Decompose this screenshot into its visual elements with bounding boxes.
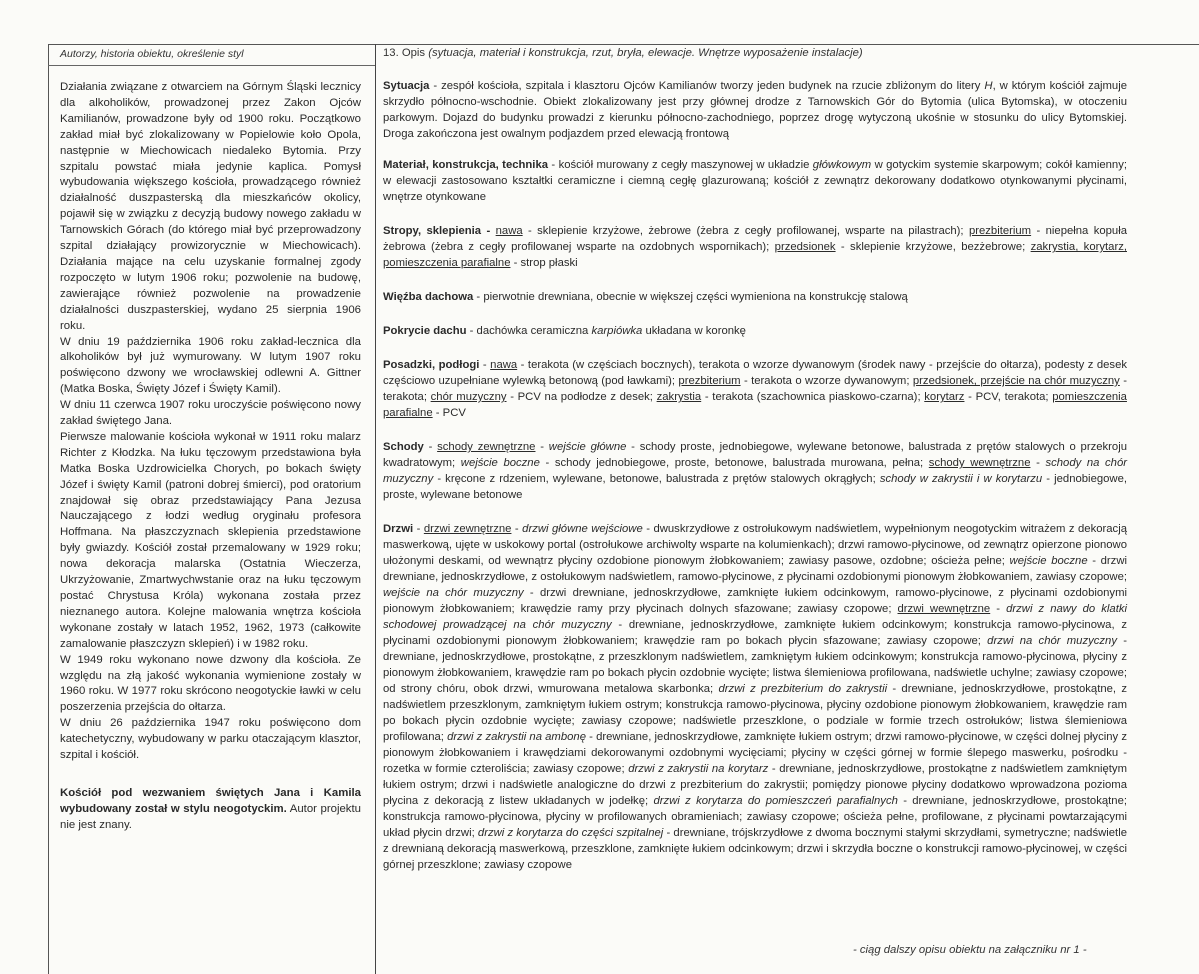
left-heading-rule <box>48 65 375 66</box>
text: - terakota o wzorze dywanowym; <box>740 375 913 387</box>
text: - pierwotnie drewniana, obecnie w większej części wymieniona na konstrukcję stalową <box>473 291 908 303</box>
text-italic: drzwi z korytarza do pomieszczeń parafialnych <box>653 795 898 807</box>
history-paragraph-6: W dniu 26 października 1947 roku poświęcono dom katechetyczny, wybudowany w parku otaczającym klasztor, szpital i kościół. <box>60 717 361 762</box>
text-italic: drzwi z korytarza do części szpitalnej <box>477 827 664 839</box>
right-column-description <box>383 78 1127 888</box>
label-schody: Schody <box>383 441 424 453</box>
text-italic: wejście boczne <box>1009 555 1088 567</box>
label-drzwi: Drzwi <box>383 523 414 535</box>
term-underlined: prezbiterium <box>968 225 1032 237</box>
text: w gotyckim systemie skarpowym; cokół kamienny; w elewacji zastosowano kształtki ceramiczne i ciemną cegłę glazurowaną; kościół z zewnątrz dekorowany dodatkowo otynkowanymi płycinami, wnętrze otynkowane <box>383 159 1127 203</box>
text: - drewniane, jednoskrzydłowe, prostokątne, z nadświetlem przeszklonym, zamkniętym łukiem ostrym; konstrukcja ramowo-płycinowa, płyciny ozdobione pionowym żłobkowaniem, krawędzie ram po bokach płycin ozdobnie wycięte; zawiasy czopowe; nadświetle przeszklone, o podziale w formie trzech ostrołuków; listwa ślemieniowa profilowana; <box>383 683 1127 743</box>
text: - <box>511 523 523 535</box>
text-italic: drzwi z zakrystii na korytarz <box>628 763 769 775</box>
text: - <box>535 441 549 453</box>
history-paragraph-5: W 1949 roku wykonano nowe dzwony dla kościoła. Ze względu na złą jakość wykonania wymienione zostały w 1960 roku. W 1977 roku skrócono neogotyckie ławki w celu poszerzenia przejścia do ołtarza. <box>60 653 361 714</box>
term-underlined: drzwi zewnętrzne <box>423 523 512 535</box>
text: , w którym kościół zajmuje skrzydło północno-wschodnie. Obiekt zlokalizowany jest przy głównej drodze z Tarnowskich Gór do Bytomia (ulica Bytomska), w otoczeniu parkowym. Dojazd do budynku prowadzi z kierunku północno-zachodniego, poprzez drogę wytyczoną ukośnie w stosunku do ulicy Bytomskiej. Droga zakończona jest owalnym podjazdem przed elewacją frontową <box>383 80 1128 140</box>
text: - drewniane, jednoskrzydłowe, prostokątne z nadświetlem zamkniętym łukiem ostrym; drzwi i nadświetle analogiczne do drzwi z prezbiterium do zakrystii; pomiędzy pionowe płyciny dodatkowo wprowadzona pozioma płycina z dekoracją z listew układanych w jodełkę; <box>383 763 1127 807</box>
left-column-heading: Autorzy, historia obiektu, określenie styl <box>60 48 244 60</box>
term-underlined: prezbiterium <box>678 375 741 387</box>
text: - <box>990 603 1007 615</box>
text: - drzwi drewniane, jednoskrzydłowe, zamknięte łukiem odcinkowym, ramowo-płycinowe, z płycinami ozdobionymi pionowym żłobkowaniem; krawędzie ramy przy płycinach dolnych sfazowane; zawiasy czopowe; <box>383 587 1127 615</box>
right-column-heading <box>383 47 1183 59</box>
text: - schody proste, jednobiegowe, wylewane betonowe, balustrada z prętów stalowych o przekroju kwadratowym; <box>383 441 1128 469</box>
text: układana w koronkę <box>642 325 746 337</box>
text: - drzwi drewniane, jednoskrzydłowe, z ostołukowym nadświetlem, ramowo-płycinowe, z płycinami ozdobionymi pionowym żłobkowaniem, zawiasy czopowe; <box>383 555 1127 583</box>
text-italic: H <box>984 80 993 92</box>
text: - terakota; <box>383 375 1127 403</box>
text: - drewniane, jednoskrzydłowe, prostokątne; konstrukcja ramowo-płycinowa, płyciny w profilowanych obramieniach; zawiasy czopowe; ościeża pełne, profilowane, z płycinami powtarzającymi układ płycin drzwi; <box>383 795 1127 839</box>
history-paragraph-2: W dniu 19 października 1906 roku zakład-lecznica dla alkoholików był już wymurowany. W lutym 1907 roku poświęcono dzwony we wrocławskiej odlewni A. Gittner (Matka Boska, Święty Józef i Święty Kamil). <box>60 335 361 396</box>
label-sytuacja: Sytuacja <box>383 80 430 92</box>
term-underlined: schody zewnętrzne <box>437 441 536 453</box>
text-italic: schody w zakrystii i w korytarzu <box>879 473 1043 485</box>
section-drzwi: Drzwi - drzwi zewnętrzne - drzwi główne wejściowe - dwuskrzydłowe z ostrołukowym nadświetlem, wypełnionym neogotyckim witrażem z dekoracją maswerkową, ujęte w uskokowy portal (ostrołukowe archiwolty wsparte na kolumienkach); drzwi ramowo-płycinowe, od zewnątrz opierzone pionowo ułożonymi deskami, od wewnątrz płyciny ozdobione pionowym żłobkowaniem; zawiasy pasowe, ozdobne; ościeża pełne; wejście boczne - drzwi drewniane, jednoskrzydłowe, z ostołukowym nadświetlem, ramowo-płycinowe, z płycinami ozdobionymi pionowym żłobkowaniem, zawiasy czopowe; wejście na chór muzyczny - drzwi drewniane, jednoskrzydłowe, zamknięte łukiem odcinkowym, ramowo-płycinowe, z płycinami ozdobionymi pionowym żłobkowaniem; krawędzie ramy przy płycinach dolnych sfazowane; zawiasy czopowe; drzwi wewnętrzne - drzwi z nawy do klatki schodowej prowadzącej na chór muzyczny - drewniane, jednoskrzydłowe, zamknięte łukiem odcinkowym; konstrukcja ramowo-płycinowa, z płycinami ozdobionymi pionowym żłobkowaniem; krawędzie ram po bokach płycin sfazowane; zawiasy czopowe; drzwi na chór muzyczny - drewniane, jednoskrzydłowe, prostokątne, z przeszklonym nadświetlem, zamkniętym łukiem odcinkowym; konstrukcja ramowo-płycinowa, płyciny z pionowym żłobkowaniem, krawędzie ram po bokach płycin ozdobnie wycięte; listwa ślemieniowa profilowana, nadświetle uchylne; zawiasy czopowe; od strony chóru, obok drzwi, wmurowana metalowa skarbonka; drzwi z prezbiterium do zakrystii - drewniane, jednoskrzydłowe, prostokątne, z nadświetlem przeszklonym, zamkniętym łukiem ostrym; konstrukcja ramowo-płycinowa, płyciny ozdobione pionowym żłobkowaniem, krawędzie ram po bokach płycin ozdobnie wycięte; zawiasy czopowe; nadświetle przeszklone, o podziale w formie trzech ostrołuków; listwa ślemieniowa profilowana; drzwi z zakrystii na ambonę - drewniane, jednoskrzydłowe, zamknięte łukiem ostrym; drzwi ramowo-płycinowe, w części dolnej płyciny z pionowym żłobkowaniem i krawędziami dekorowanymi ozdobnymi wycięciami; płyciny w części górnej w formie ślepego maswerku, pośrodku - rozetka w formie czteroliścia; zawiasy czopowe; drzwi z zakrystii na korytarz - drewniane, jednoskrzydłowe, prostokątne z nadświetlem zamkniętym łukiem ostrym; drzwi i nadświetle analogiczne do drzwi z prezbiterium do zakrystii; pomiędzy pionowe płyciny dodatkowo wprowadzona pozioma płycina z dekoracją z listew układanych w jodełkę; drzwi z korytarza do pomieszczeń parafialnych - drewniane, jednoskrzydłowe, prostokątne; konstrukcja ramowo-płycinowa, płyciny w profilowanych obramieniach; zawiasy czopowe; ościeża pełne, profilowane, z płycinami powtarzającymi układ płycin drzwi; drzwi z korytarza do części szpitalnej - drewniane, trójskrzydłowe z dwoma bocznymi stałymi skrzydłami, symetryczne; nadświetle z drewnianą dekoracją maswerkową, przeszklone, zamknięte łukiem odcinkowym; drzwi i skrzydła boczne o konstrukcji ramowo-płycinowej, w części górnej przeszklone; zawiasy czopowe <box>383 523 1127 871</box>
text: - niepełna kopuła żebrowa (żebra z cegły profilowanej wsparte na ozdobnych wspornikach); <box>383 225 1127 253</box>
text-italic: karpiówka <box>591 325 643 337</box>
continuation-note: - ciąg dalszy opisu obiektu na załączniku nr 1 - <box>853 944 1087 956</box>
text: - zespół kościoła, szpitala i klasztoru Ojców Kamilianów tworzy jeden budynek na rzucie zbliżonym do litery <box>429 80 985 92</box>
label-material: Materiał, konstrukcja, technika <box>383 159 549 171</box>
text: - sklepienie krzyżowe, żebrowe (żebra z cegły profilowanej, wsparte na pilastrach); <box>522 225 969 237</box>
text-italic: schody na chór muzyczny <box>383 457 1127 485</box>
frame-left-rule <box>48 44 49 974</box>
text-italic: wejście główne <box>548 441 627 453</box>
section-stropy: Stropy, sklepienia - nawa - sklepienie krzyżowe, żebrowe (żebra z cegły profilowanej, wsparte na pilastrach); prezbiterium - niepełna kopuła żebrowa (żebra z cegły profilowanej wsparte na ozdobnych wspornikach); przedsionek - sklepienie krzyżowe, bezżebrowe; zakrystia, korytarz, pomieszczenia parafialne - strop płaski <box>383 225 1127 269</box>
term-underlined: pomieszczenia parafialne <box>383 391 1127 419</box>
term-underlined: przedsionek, przejście na chór muzyczny <box>912 375 1120 387</box>
term-underlined: drzwi wewnętrzne <box>897 603 991 615</box>
text: - sklepienie krzyżowe, bezżebrowe; <box>835 241 1031 253</box>
label-stropy: Stropy, sklepienia <box>383 225 482 237</box>
term-underlined: zakrystia, korytarz, pomieszczenia parafialne <box>383 241 1127 269</box>
text-italic: wejście na chór muzyczny <box>383 587 524 599</box>
text-italic: drzwi z nawy do klatki schodowej prowadzącej na chór muzyczny <box>383 603 1127 631</box>
text: - jednobiegowe, proste, wylewane betonowe <box>383 473 1127 501</box>
text: - kręcone z rdzeniem, wylewane, betonowe, balustrada z prętów stalowych okrągłych; <box>433 473 880 485</box>
section-wiezba <box>383 289 1127 305</box>
label-pokrycie: Pokrycie dachu <box>383 325 467 337</box>
text: - dachówka ceramiczna <box>466 325 592 337</box>
history-paragraph-4: Pierwsze malowanie kościoła wykonał w 1911 roku malarz Richter z Kłodzka. Na łuku tęczowym przedstawiona była Matka Boska Uzdrowicielka Chorych, po bokach święty Józef i święty Kamil (patroni dobrej śmierci), pod oratorium znajdował się obraz przedstawiający Pana Jezusa Nauczającego z łodzi według oryginału profesora Hoffmana. Na płaszczyznach sklepienia przedstawione były gwiazdy. Kościół został przemalowany w 1929 roku; nowa dekoracja malarska (Ostatnia Wieczerza, Ukrzyżowanie, Zmartwychwstanie oraz na łuku tęczowym postać Chrystusa Króla) wykonana została przez nieznanego autora. Kolejne malowania wnętrza kościoła wykonane zostały w latach 1952, 1962, 1973 (całkowite zamalowanie płaszczyzn sklepień) i w 1982 roku. <box>60 430 361 650</box>
text: - drewniane, jednoskrzydłowe, zamknięte łukiem ostrym; drzwi ramowo-płycinowe, w części dolnej płyciny z pionowym żłobkowaniem i krawędziami dekorowanymi ozdobnymi wycięciami; płyciny w części górnej w formie ślepego maswerku, pośrodku - rozetka w formie czteroliścia; zawiasy czopowe; <box>383 731 1127 775</box>
section-pokrycie <box>383 323 1127 339</box>
history-paragraph-1: Działania związane z otwarciem na Górnym Śląski lecznicy dla alkoholików, prowadzonej przez Zakon Ojców Kamilianów, prowadzone były od 1900 roku. Początkowo zakład miał być zlokalizowany w Popielowie koło Opola, następnie w Miechowicach niedaleko Bytomia. Przy szpitalu powstać miała jedynie kaplica. Pomysł wybudowania większego kościoła, prowadzącego również działalność duszpasterską dla mieszkańców okolicy, pojawił się w związku z decyzją budowy nowego zakładu w Tarnowskich Górach (do którego miał być przeprowadzony szpital działający prowizorycznie w Miechowicach). Działania mające na celu uzyskanie formalnej zgody rozpoczęto w lutym 1906 roku; pozwolenie na budowę, zawierające również pozwolenie na prowadzenie działalności duszpasterskiej, wydano 25 sierpnia 1906 roku. <box>60 81 361 332</box>
section-sytuacja <box>383 78 1127 142</box>
text: - <box>1030 457 1046 469</box>
section-posadzki: Posadzki, podłogi - nawa - terakota (w częściach bocznych), terakota o wzorze dywanowym (środek nawy - przejście do ołtarza), podesty z desek częściowo uzupełniane wylewką betonową (pod ławkami); prezbiterium - terakota o wzorze dywanowym; przedsionek, przejście na chór muzyczny - terakota; chór muzyczny - PCV na podłodze z desek; zakrystia - terakota (szachownica piaskowo-czarna); korytarz - PCV, terakota; pomieszczenia parafialne - PCV <box>383 359 1128 419</box>
text-italic: drzwi z prezbiterium do zakrystii <box>718 683 888 695</box>
section-schody: Schody - schody zewnętrzne - wejście główne - schody proste, jednobiegowe, wylewane betonowe, balustrada z prętów stalowych o przekroju kwadratowym; wejście boczne - schody jednobiegowe, proste, betonowe, balustrada murowana, pełna; schody wewnętrzne - schody na chór muzyczny - kręcone z rdzeniem, wylewane, betonowe, balustrada z prętów stalowych okrągłych; schody w zakrystii i w korytarzu - jednobiegowe, proste, wylewane betonowe <box>383 441 1128 501</box>
text-italic: wejście boczne <box>460 457 540 469</box>
text: - dwuskrzydłowe z ostrołukowym nadświetlem, wypełnionym neogotyckim witrażem z dekoracją maswerkową, ujęte w uskokowy portal (ostrołukowe archiwolty wsparte na kolumienkach); drzwi ramowo-płycinowe, od zewnątrz opierzone pionowo ułożonymi deskami, od wewnątrz płyciny ozdobione pionowym żłobkowaniem; zawiasy pasowe, ozdobne; ościeża pełne; <box>383 523 1127 567</box>
text: - PCV, terakota; <box>964 391 1053 403</box>
text: - schody jednobiegowe, proste, betonowe, balustrada murowana, pełna; <box>539 457 929 469</box>
term-underlined: zakrystia <box>656 391 702 403</box>
text: - drewniane, jednoskrzydłowe, prostokątne, z przeszklonym nadświetlem, zamkniętym łukiem odcinkowym; konstrukcja ramowo-płycinowa, płyciny z pionowym żłobkowaniem, krawędzie ram po bokach płycin ozdobnie wycięte; listwa ślemieniowa profilowana, nadświetle uchylne; zawiasy czopowe; od strony chóru, obok drzwi, wmurowana metalowa skarbonka; <box>383 635 1127 695</box>
text: - strop płaski <box>510 257 578 269</box>
text: - terakota (szachownica piaskowo-czarna); <box>701 391 925 403</box>
style-statement <box>60 786 361 834</box>
text: - kościół murowany z cegły maszynowej w układzie <box>548 159 813 171</box>
style-statement-bold: Kościół pod wezwaniem świętych Jana i Kamila wybudowany został w stylu neogotyckim. <box>60 786 361 815</box>
term-underlined: nawa <box>495 225 523 237</box>
history-paragraph-3: W dniu 11 czerwca 1907 roku uroczyście poświęcono nowy zakład świętego Jana. <box>60 399 361 428</box>
heading-number: 13. Opis <box>383 47 426 59</box>
term-underlined: nawa <box>490 359 518 371</box>
text: - PCV <box>432 407 466 419</box>
style-statement-rest: Autor projektu nie jest znany. <box>60 802 362 831</box>
term-underlined: korytarz <box>924 391 965 403</box>
text: - drewniane, jednoskrzydłowe, zamknięte łukiem odcinkowym; konstrukcja ramowo-płycinowa, z płycinami ozdobionymi pionowym żłobkowaniem; krawędzie ram po bokach płycin sfazowane; zawiasy czopowe; <box>383 619 1127 647</box>
text: - terakota (w częściach bocznych), terakota o wzorze dywanowym (środek nawy - przejście do ołtarza), podesty z desek częściowo uzupełniane wylewką betonową (pod ławkami); <box>383 359 1128 387</box>
text: - PCV na podłodze z desek; <box>506 391 657 403</box>
text: - drewniane, trójskrzydłowe z dwoma bocznymi stałymi skrzydłami, symetryczne; nadświetle z drewnianą dekoracją maswerkową, przeszklone, zamknięte łukiem odcinkowym; drzwi i skrzydła boczne o konstrukcji ramowo-płycinowej, w części górnej przeszklone; zawiasy czopowe <box>383 827 1127 871</box>
term-underlined: chór muzyczny <box>430 391 507 403</box>
left-column-history <box>60 80 361 834</box>
heading-subtitle: (sytuacja, materiał i konstrukcja, rzut, bryła, elewacje. Wnętrze wyposażenie instalacje) <box>425 47 863 59</box>
label-wiezba: Więźba dachowa <box>383 291 474 303</box>
text-italic: drzwi główne wejściowe <box>522 523 643 535</box>
section-material <box>383 157 1127 205</box>
text-italic: główkowym <box>812 159 872 171</box>
text-italic: drzwi z zakrystii na ambonę <box>447 731 586 743</box>
label-posadzki: Posadzki, podłogi <box>383 359 480 371</box>
column-divider <box>375 44 376 974</box>
term-underlined: schody wewnętrzne <box>928 457 1031 469</box>
text-italic: drzwi na chór muzyczny <box>987 635 1117 647</box>
term-underlined: przedsionek <box>774 241 836 253</box>
frame-top-rule <box>48 44 1199 45</box>
